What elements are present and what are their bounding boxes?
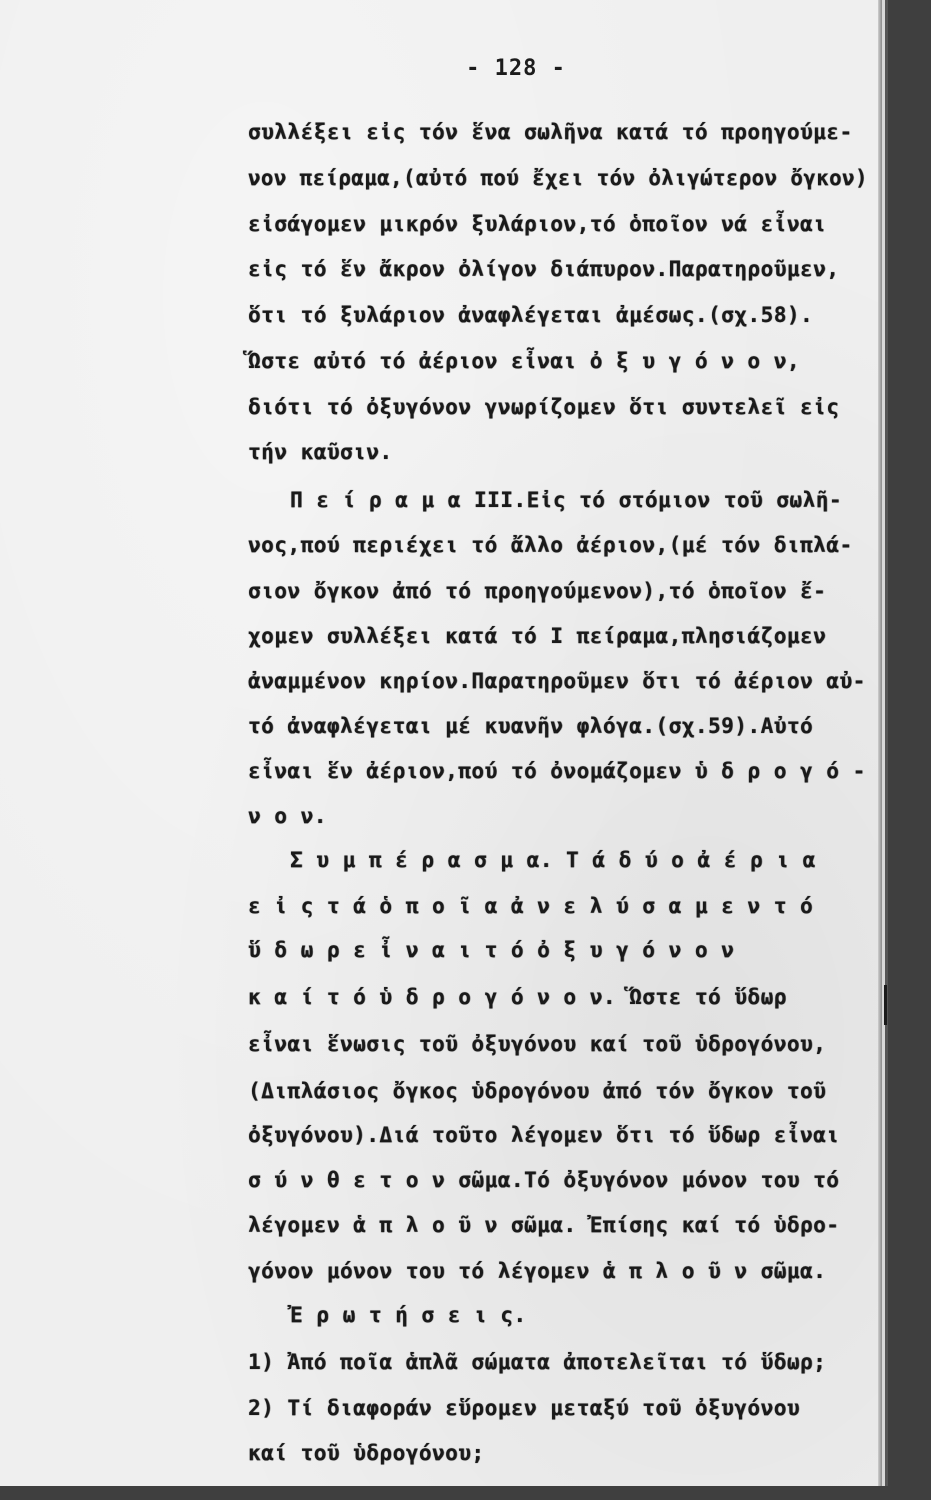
text-line: γόνον μόνον του τό λέγομεν ἁ π λ ο ῦ ν σῶμα. — [248, 1259, 827, 1283]
text-line: εἰς τό ἕν ἄκρον ὀλίγον διάπυρον.Παρατηροῦμεν, — [248, 257, 840, 281]
text-line: ἀναμμένον κηρίον.Παρατηροῦμεν ὅτι τό ἀέριον αὐ- — [248, 669, 866, 693]
text-line: χομεν συλλέξει κατά τό I πείραμα,πλησιάζομεν — [248, 624, 827, 648]
text-line: συλλέξει εἰς τόν ἕνα σωλῆνα κατά τό προηγούμε- — [248, 120, 853, 144]
question-item: 1) Ἀπό ποῖα ἁπλᾶ σώματα ἀποτελεῖται τό ὕδωρ; — [248, 1350, 827, 1374]
text-line: ὀξυγόνου).Διά τοῦτο λέγομεν ὅτι τό ὕδωρ εἶναι — [248, 1123, 840, 1147]
text-line: διότι τό ὀξυγόνον γνωρίζομεν ὅτι συντελεῖ εἰς — [248, 395, 840, 419]
text-line: εἰσάγομεν μικρόν ξυλάριον,τό ὁποῖον νά εἶναι — [248, 212, 827, 236]
text-line: σ ύ ν θ ε τ ο ν σῶμα.Τό ὀξυγόνον μόνον του τό — [248, 1168, 840, 1192]
section-heading: Ἐ ρ ω τ ή σ ε ι ς. — [290, 1303, 527, 1327]
text-line: σιον ὄγκον ἀπό τό προηγούμενον),τό ὁποῖον ἔ- — [248, 579, 827, 603]
text-line: καί τοῦ ὑδρογόνου; — [248, 1441, 485, 1465]
text-line: ὅτι τό ξυλάριον ἀναφλέγεται ἀμέσως.(σχ.58). — [248, 303, 814, 327]
text-line: ν ο ν. — [248, 804, 327, 828]
text-line: λέγομεν ἁ π λ ο ῦ ν σῶμα. Ἐπίσης καί τό ὑδρο- — [248, 1213, 840, 1237]
edge-mark — [884, 985, 887, 1025]
text-line: νον πείραμα,(αὐτό πού ἔχει τόν ὀλιγώτερον ὄγκον) — [248, 166, 868, 190]
question-item: 2) Τί διαφοράν εὕρομεν μεταξύ τοῦ ὀξυγόνου — [248, 1396, 801, 1420]
text-line: Π ε ί ρ α μ α III.Εἰς τό στόμιον τοῦ σωλῆ- — [290, 488, 843, 512]
text-line: ε ἰ ς τ ά ὁ π ο ῖ α ἀ ν ε λ ύ σ α μ ε ν τ ό — [248, 894, 814, 918]
text-line: κ α ί τ ό ὑ δ ρ ο γ ό ν ο ν. Ὥστε τό ὕδωρ — [248, 985, 787, 1009]
text-line: Σ υ μ π έ ρ α σ μ α. Τ ά δ ύ ο ἀ έ ρ ι α — [290, 848, 816, 872]
text-line: τήν καῦσιν. — [248, 440, 393, 464]
page-edge — [878, 0, 882, 1486]
text-line: Ὥστε αὐτό τό ἀέριον εἶναι ὀ ξ υ γ ό ν ο ν, — [248, 349, 801, 373]
text-line: εἶναι ἕνωσις τοῦ ὀξυγόνου καί τοῦ ὑδρογόνου, — [248, 1032, 827, 1056]
text-line: τό ἀναφλέγεται μέ κυανῆν φλόγα.(σχ.59).Αὐτό — [248, 714, 814, 738]
text-line: ὕ δ ω ρ ε ἶ ν α ι τ ό ὀ ξ υ γ ό ν ο ν — [248, 938, 735, 962]
text-line: νος,πού περιέχει τό ἄλλο ἀέριον,(μέ τόν διπλά- — [248, 533, 853, 557]
text-line: (Διπλάσιος ὄγκος ὑδρογόνου ἀπό τόν ὄγκον τοῦ — [248, 1079, 827, 1103]
page-number: - 128 - — [466, 56, 566, 81]
text-line: εἶναι ἕν ἀέριον,πού τό ὀνομάζομεν ὑ δ ρ ο γ ό - — [248, 759, 866, 783]
